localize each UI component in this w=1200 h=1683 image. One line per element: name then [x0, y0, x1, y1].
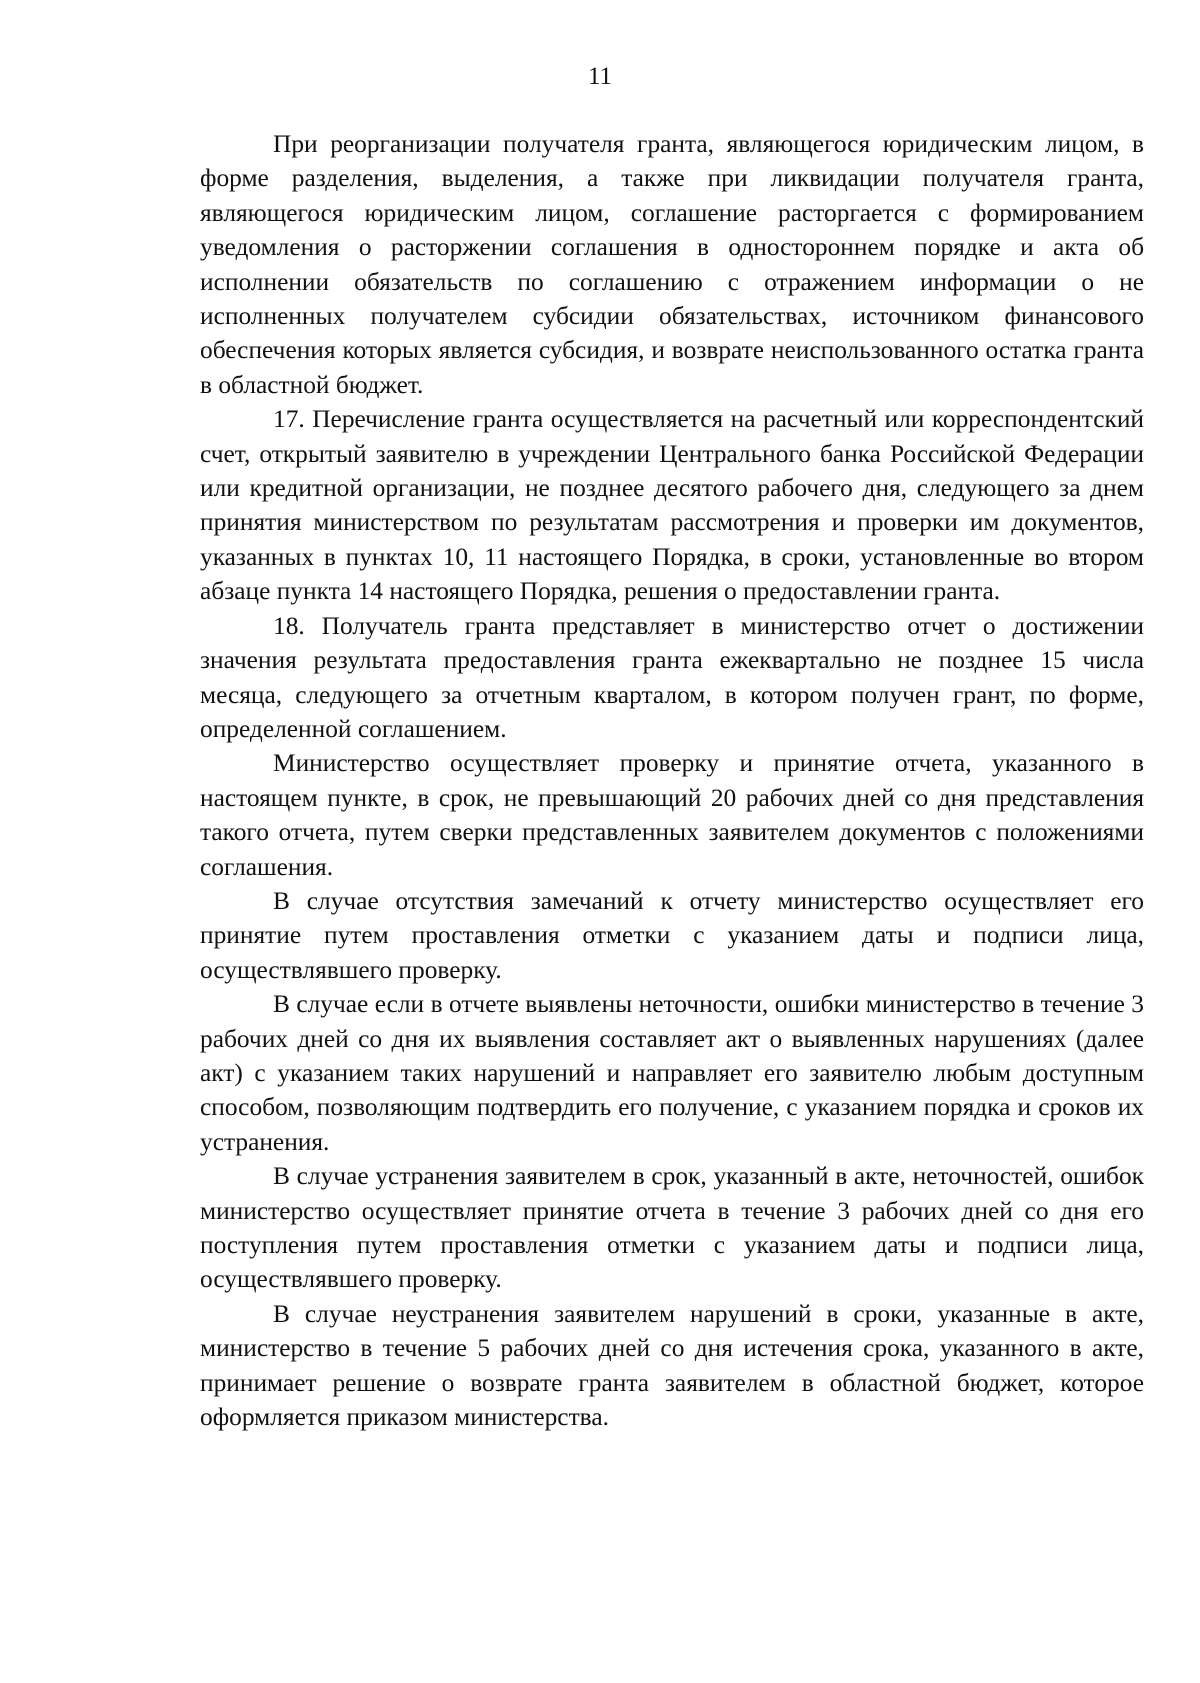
paragraph-errors-not-fixed: В случае неустранения заявителем нарушений в сроки, указанные в акте, министерство в течение 5 рабочих дней со дня истечения срока, указанного в акте, принимает решение о возврате гранта заявителем в областной бюджет, которое оформляется приказом министерства. — [200, 1299, 1144, 1432]
paragraph-reorganization: При реорганизации получателя гранта, являющегося юридическим лицом, в форме разделения, выделения, а также при ликвидации получателя гранта, являющегося юридическим лицом, соглашение расторгается с формированием уведомления о расторжении соглашения в одностороннем порядке и акта об исполнении обязательств по соглашению с отражением информации о не исполненных получателем субсидии обязательствах, источником финансового обеспечения которых является субсидия, и возврате неиспользованного остатка гранта в областной бюджет. — [200, 130, 1144, 399]
paragraph-18-report: 18. Получатель гранта представляет в министерство отчет о достижении значения результата предоставления гранта ежеквартально не позднее 15 числа месяца, следующего за отчетным кварталом, в котором получен грант, по форме, определенной соглашением. — [200, 611, 1144, 743]
paragraph-errors-found: В случае если в отчете выявлены неточности, ошибки министерство в течение 3 рабочих дней со дня их выявления составляет акт о выявленных нарушениях (далее акт) с указанием таких нарушений и направляет его заявителю любым доступным способом, позволяющим подтвердить его получение, с указанием порядка и сроков их устранения. — [200, 990, 1144, 1156]
paragraph-report-check: Министерство осуществляет проверку и принятие отчета, указанного в настоящем пункте, в срок, не превышающий 20 рабочих дней со дня представления такого отчета, путем сверки представленных заявителем документов с положениями соглашения. — [200, 749, 1144, 881]
page-number: 11 — [587, 63, 613, 90]
paragraph-no-remarks: В случае отсутствия замечаний к отчету министерство осуществляет его принятие путем проставления отметки с указанием даты и подписи лица, осуществлявшего проверку. — [200, 886, 1144, 984]
paragraph-17-grant-transfer: 17. Перечисление гранта осуществляется на расчетный или корреспондентский счет, открытый заявителю в учреждении Центрального банка Российской Федерации или кредитной организации, не позднее десятого рабочего дня, следующего за днем принятия министерством по результатам рассмотрения и проверки им документов, указанных в пунктах 10, 11 настоящего Порядка, в сроки, установленные во втором абзаце пункта 14 настоящего Порядка, решения о предоставлении гранта. — [200, 405, 1144, 606]
paragraph-errors-fixed: В случае устранения заявителем в срок, указанный в акте, неточностей, ошибок министерство осуществляет принятие отчета в течение 3 рабочих дней со дня его поступления путем проставления отметки с указанием даты и подписи лица, осуществлявшего проверку. — [200, 1162, 1144, 1294]
document-body — [200, 127, 1144, 1434]
